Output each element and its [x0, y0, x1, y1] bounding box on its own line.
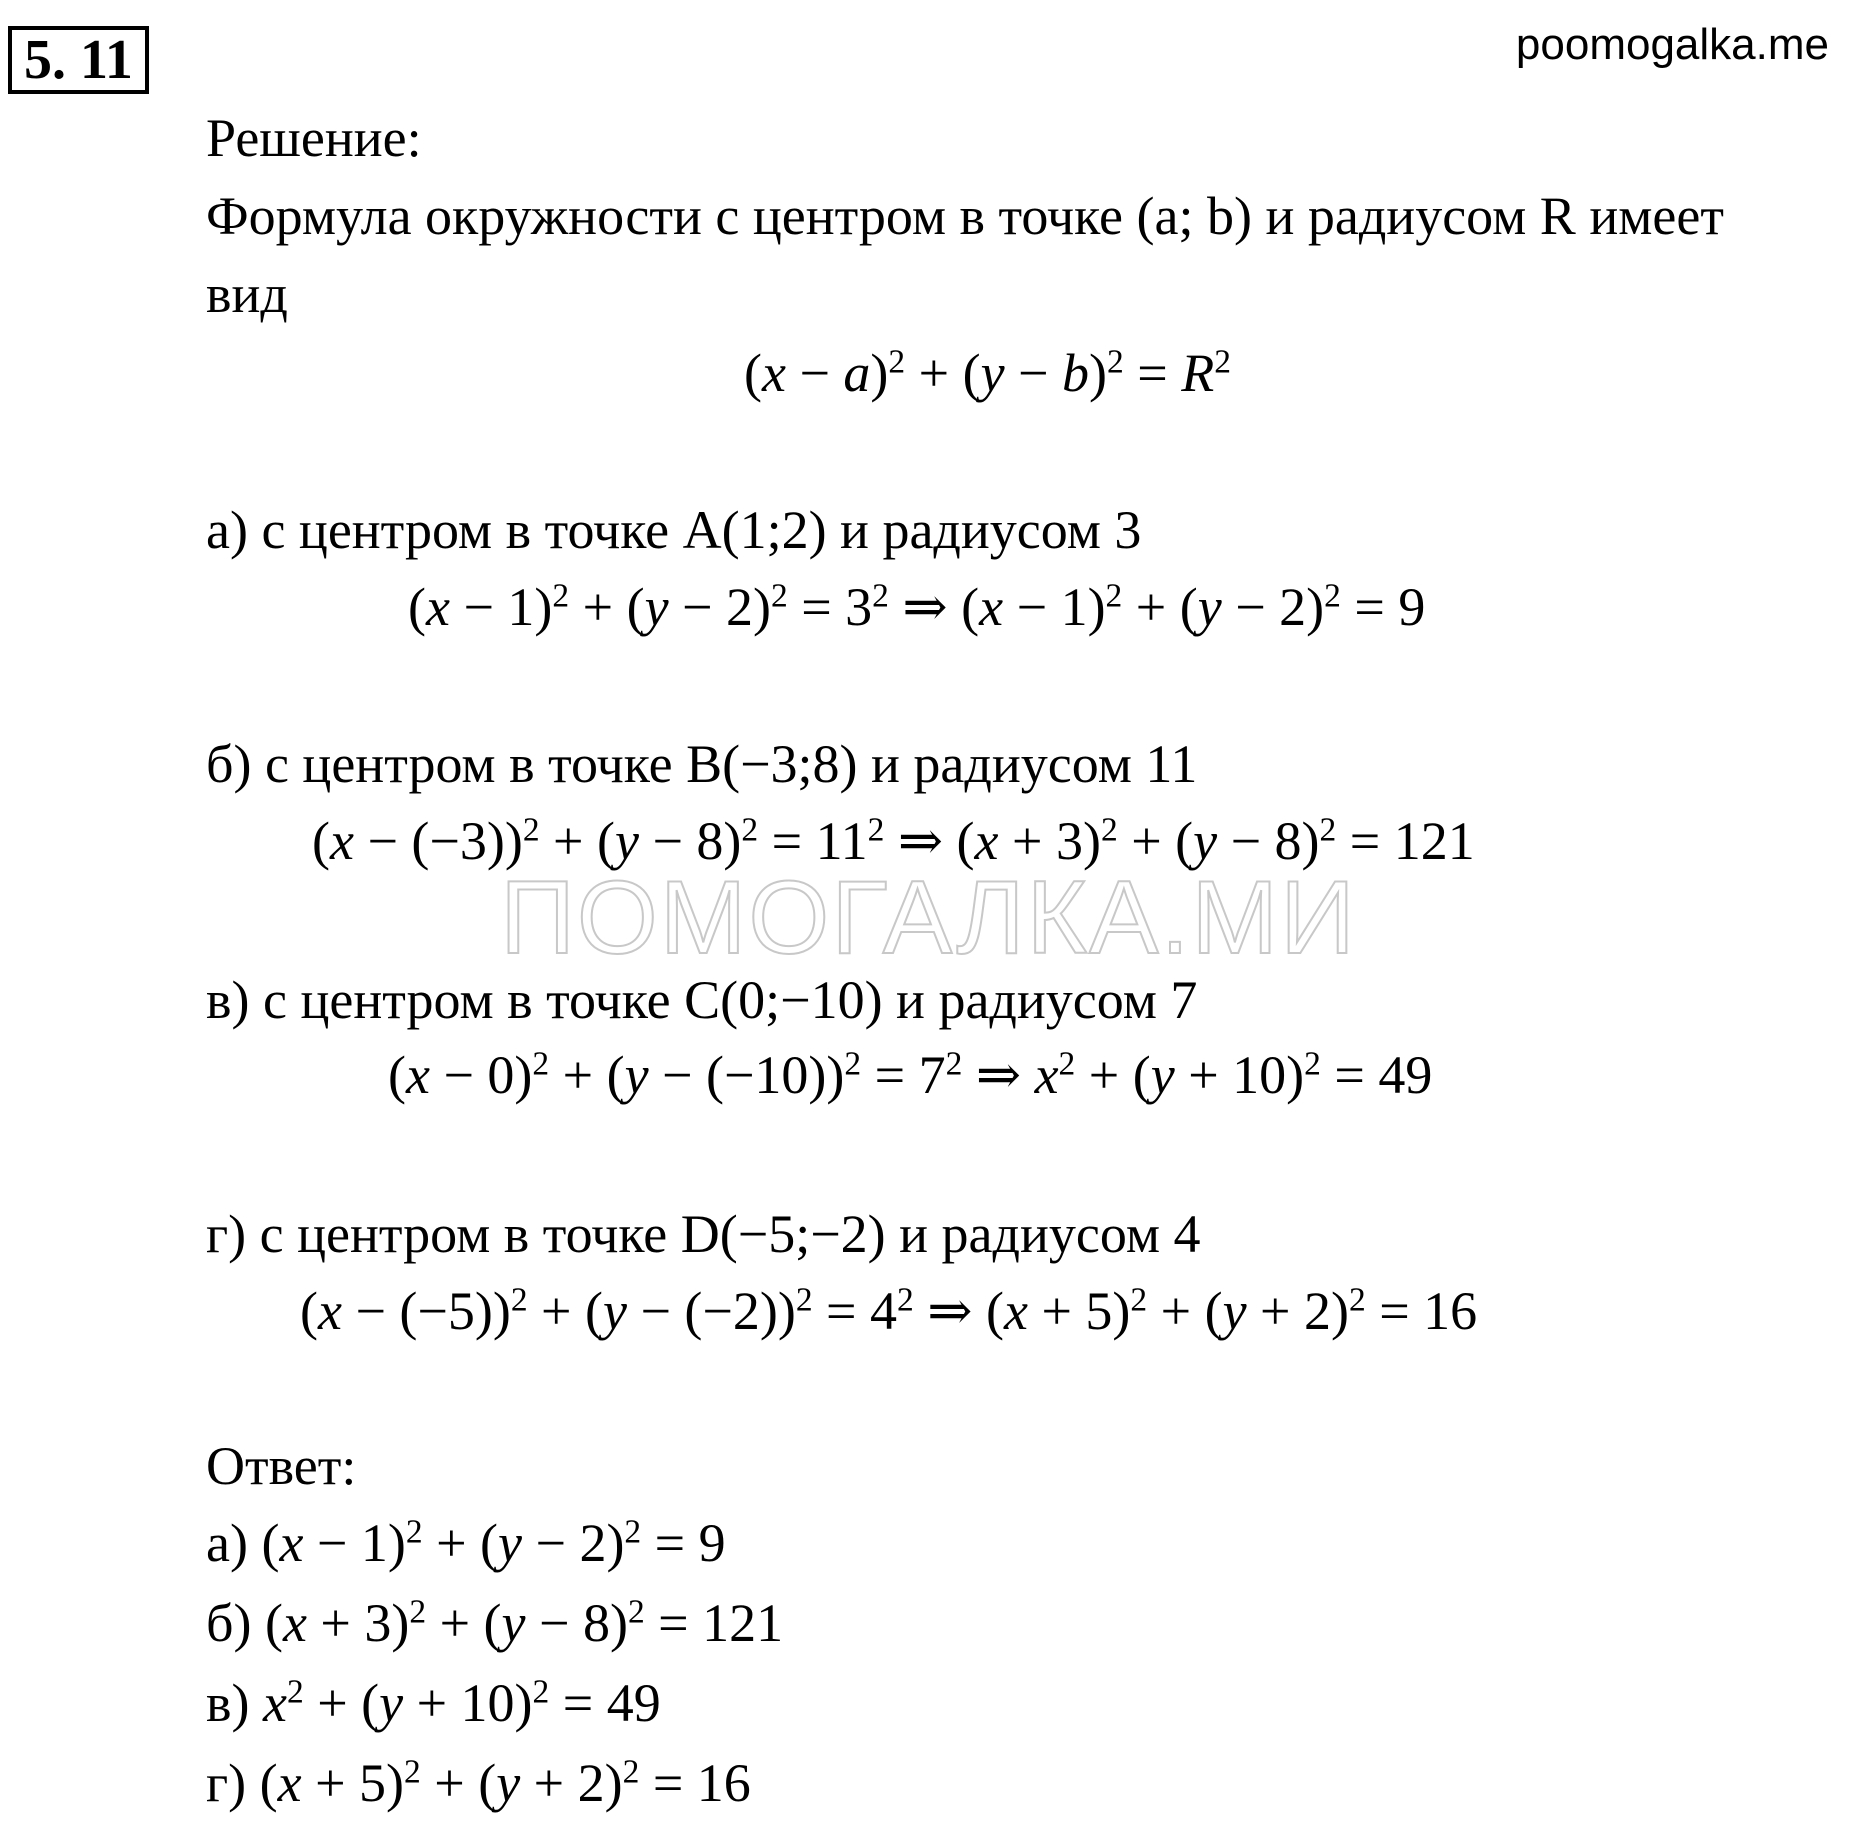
watermark: ПОМОГАЛКА.МИ	[500, 860, 1357, 976]
answer-a: а) $(x - 1)^2 + (y - 2)^2 = 9$	[206, 1513, 726, 1573]
part-a-condition: а) с центром в точке A(1;2) и радиусом 3	[206, 500, 1142, 560]
intro-line-2: вид	[206, 264, 288, 324]
problem-number: 5. 11	[8, 26, 149, 94]
part-a-equation: $(x - 1)^2 + (y - 2)^2 = 3^2$ ⇒ $(x - 1)^2 + (y - 2)^2 = 9$	[408, 577, 1426, 637]
general-formula: $(x - a)^2 + (y - b)^2 = R^2$	[744, 343, 1231, 403]
part-c-condition: в) с центром в точке C(0;−10) и радиусом 7	[206, 970, 1198, 1030]
part-b-condition: б) с центром в точке B(−3;8) и радиусом 11	[206, 734, 1198, 794]
answer-b: б) $(x + 3)^2 + (y - 8)^2 = 121$	[206, 1593, 784, 1653]
part-d-equation: $(x - (-5))^2 + (y - (-2))^2 = 4^2$ ⇒ $(x + 5)^2 + (y + 2)^2 = 16$	[300, 1281, 1478, 1341]
site-label: poomogalka.me	[1515, 20, 1829, 69]
part-c-equation: $(x - 0)^2 + (y - (-10))^2 = 7^2$ ⇒ $x^2 + (y + 10)^2 = 49$	[388, 1045, 1433, 1105]
answer-label: Ответ:	[206, 1436, 357, 1496]
solution-label: Решение:	[206, 108, 422, 168]
intro-line-1: Формула окружности с центром в точке (a; b) и радиусом R имеет	[206, 186, 1724, 246]
answer-d: г) $(x + 5)^2 + (y + 2)^2 = 16$	[206, 1753, 751, 1813]
answer-c: в) $x^2 + (y + 10)^2 = 49$	[206, 1673, 661, 1733]
part-b-equation: $(x - (-3))^2 + (y - 8)^2 = 11^2$ ⇒ $(x + 3)^2 + (y - 8)^2 = 121$	[312, 811, 1475, 871]
part-d-condition: г) с центром в точке D(−5;−2) и радиусом 4	[206, 1204, 1201, 1264]
